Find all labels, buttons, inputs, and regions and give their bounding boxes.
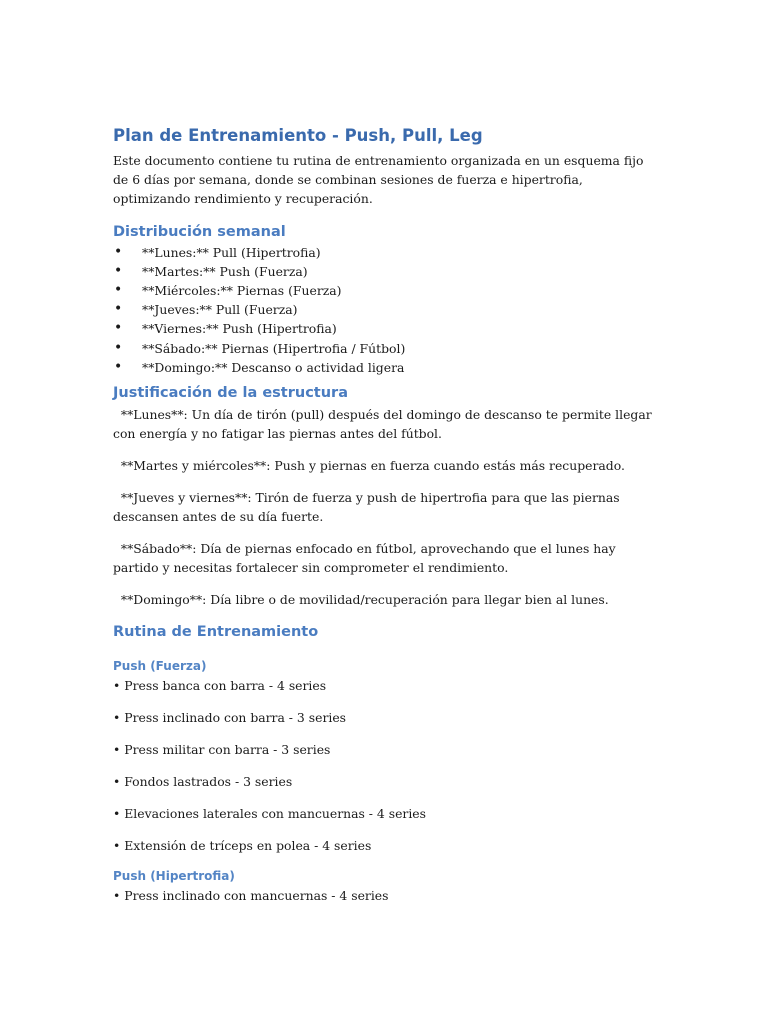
routine-heading: Rutina de Entrenamiento <box>113 624 319 641</box>
exercise-item: • Press inclinado con mancuernas - 4 series <box>113 888 389 904</box>
exercise-item: • Extensión de tríceps en polea - 4 series <box>113 838 372 854</box>
bullet-icon: • <box>114 301 123 318</box>
exercise-item: • Press banca con barra - 4 series <box>113 678 327 694</box>
list-item: • **Sábado:** Piernas (Hipertrofia / Fútbol) <box>113 339 653 358</box>
push-hypertrophy-heading: Push (Hipertrofia) <box>113 869 235 884</box>
intro-paragraph: Este documento contiene tu rutina de entrenamiento organizada en un esquema fijo de 6 días por semana, donde se combinan sesiones de fuerza e hipertrofia, optimizando rendimiento y recuperación. <box>113 153 644 207</box>
distribution-heading: Distribución semanal <box>113 223 286 240</box>
list-item: • **Lunes:** Pull (Hipertrofia) <box>113 243 653 262</box>
exercise-item: • Elevaciones laterales con mancuernas - 4 series <box>113 806 427 822</box>
bullet-icon: • <box>114 358 123 375</box>
document-body <box>113 122 656 905</box>
justification-section <box>113 405 656 609</box>
justification-paragraph: **Martes y miércoles**: Push y piernas en fuerza cuando estás más recuperado. <box>113 458 625 474</box>
justification-paragraph: **Lunes**: Un día de tirón (pull) después del domingo de descanso te permite llegar con energía y no fatigar las piernas antes del fútbol. <box>113 407 656 442</box>
list-item: • **Domingo:** Descanso o actividad ligera <box>113 358 653 377</box>
distribution-list <box>113 243 653 377</box>
list-item: • **Martes:** Push (Fuerza) <box>113 262 653 281</box>
bullet-icon: • <box>114 243 123 260</box>
justification-paragraph: **Jueves y viernes**: Tirón de fuerza y push de hipertrofia para que las piernas descansen antes de su día fuerte. <box>113 489 624 525</box>
list-item: • **Viernes:** Push (Hipertrofia) <box>113 319 653 338</box>
bullet-icon: • <box>114 339 123 356</box>
exercise-item: • Press militar con barra - 3 series <box>113 742 331 758</box>
push-strength-heading: Push (Fuerza) <box>113 659 207 674</box>
justification-heading: Justificación de la estructura <box>113 385 348 402</box>
exercise-item: • Press inclinado con barra - 3 series <box>113 710 347 726</box>
bullet-icon: • <box>114 282 123 299</box>
exercise-item: • Fondos lastrados - 3 series <box>113 774 293 790</box>
list-item: • **Miércoles:** Piernas (Fuerza) <box>113 281 653 300</box>
justification-paragraph: **Sábado**: Día de piernas enfocado en fútbol, aprovechando que el lunes hay partido y necesitas fortalecer sin comprometer el rendimiento. <box>113 540 620 576</box>
page-title: Plan de Entrenamiento - Push, Pull, Leg <box>113 126 483 145</box>
list-item: • **Jueves:** Pull (Fuerza) <box>113 300 653 319</box>
bullet-icon: • <box>114 320 123 337</box>
bullet-icon: • <box>114 262 123 279</box>
justification-paragraph: **Domingo**: Día libre o de movilidad/recuperación para llegar bien al lunes. <box>113 591 609 607</box>
push-hypertrophy-exercises <box>113 886 653 905</box>
push-strength-exercises <box>113 676 653 855</box>
